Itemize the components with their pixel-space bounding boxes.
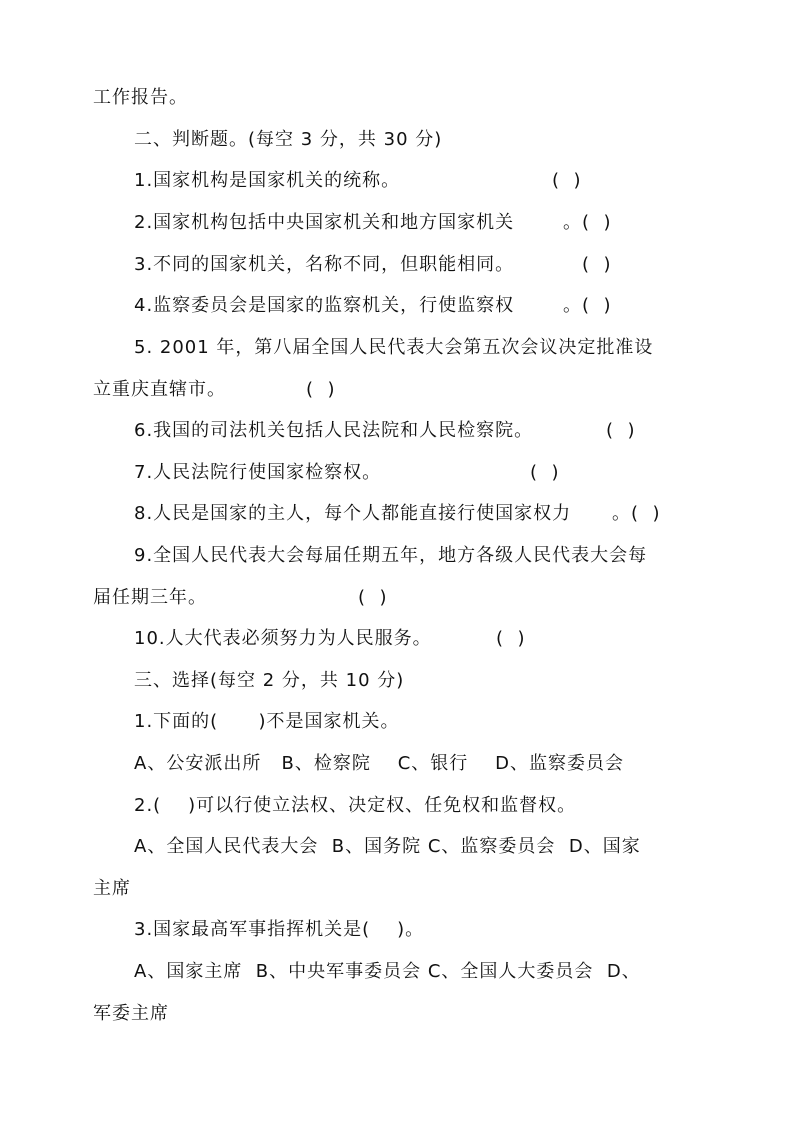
tf-question-9: 9.全国人民代表大会每届任期五年，地方各级人民代表大会每 bbox=[134, 545, 648, 566]
tf-question-1: 1.国家机构是国家机关的统称。 bbox=[134, 170, 401, 191]
tf-answer-blank-2: 。( ) bbox=[563, 212, 612, 233]
tf-question-3: 3.不同的国家机关，名称不同，但职能相同。 bbox=[134, 254, 515, 275]
mc-question-2-options: A、全国人民代表大会 B、国务院 C、监察委员会 D、国家 bbox=[134, 836, 641, 857]
tf-question-6: 6.我国的司法机关包括人民法院和人民检察院。 bbox=[134, 420, 534, 441]
mc-question-3-options: A、国家主席 B、中央军事委员会 C、全国人大委员会 D、 bbox=[134, 961, 641, 982]
tf-question-4: 4.监察委员会是国家的监察机关，行使监察权 bbox=[134, 295, 515, 316]
tf-answer-blank-7: ( ) bbox=[530, 462, 560, 483]
tf-question-7: 7.人民法院行使国家检察权。 bbox=[134, 462, 382, 483]
tf-answer-blank-8: 。( ) bbox=[612, 503, 661, 524]
tf-question-9-continuation: 届任期三年。 bbox=[93, 587, 207, 608]
intro-tail: 工作报告。 bbox=[93, 87, 188, 108]
tf-answer-blank-9: ( ) bbox=[358, 587, 388, 608]
tf-question-8: 8.人民是国家的主人，每个人都能直接行使国家权力 bbox=[134, 503, 572, 524]
tf-answer-blank-5: ( ) bbox=[306, 379, 336, 400]
tf-answer-blank-3: ( ) bbox=[582, 254, 612, 275]
tf-answer-blank-6: ( ) bbox=[606, 420, 636, 441]
section2-heading: 二、判断题。(每空 3 分，共 30 分) bbox=[134, 129, 443, 150]
tf-question-2: 2.国家机构包括中央国家机关和地方国家机关 bbox=[134, 212, 515, 233]
tf-answer-blank-10: ( ) bbox=[496, 628, 526, 649]
mc-question-3-options-continuation: 军委主席 bbox=[93, 1003, 169, 1024]
tf-question-10: 10.人大代表必须努力为人民服务。 bbox=[134, 628, 432, 649]
tf-answer-blank-1: ( ) bbox=[552, 170, 582, 191]
mc-question-1-options: A、公安派出所 B、检察院 C、银行 D、监察委员会 bbox=[134, 753, 625, 774]
mc-question-3-stem: 3.国家最高军事指挥机关是( )。 bbox=[134, 919, 425, 940]
mc-question-2-stem: 2.( )可以行使立法权、决定权、任免权和监督权。 bbox=[134, 795, 577, 816]
tf-question-5: 5. 2001 年，第八届全国人民代表大会第五次会议决定批准设 bbox=[134, 337, 654, 358]
section3-heading: 三、选择(每空 2 分，共 10 分) bbox=[134, 670, 405, 691]
tf-answer-blank-4: 。( ) bbox=[563, 295, 612, 316]
mc-question-2-options-continuation: 主席 bbox=[93, 878, 131, 899]
mc-question-1-stem: 1.下面的( )不是国家机关。 bbox=[134, 711, 400, 732]
tf-question-5-continuation: 立重庆直辖市。 bbox=[93, 379, 226, 400]
